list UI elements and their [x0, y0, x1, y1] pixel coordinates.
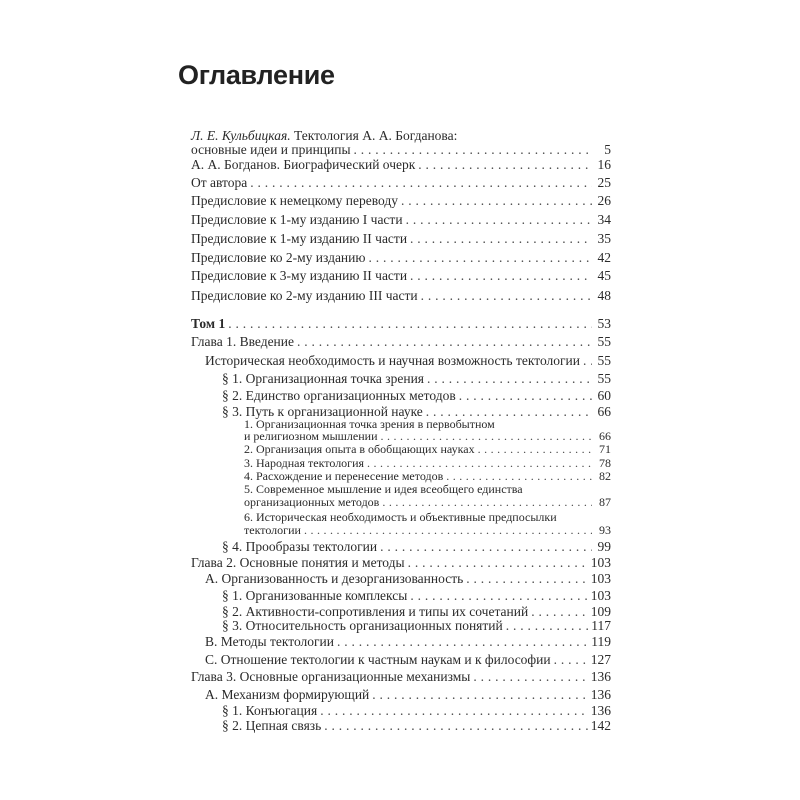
toc-entry [191, 288, 611, 304]
page-number: 78 [599, 456, 611, 470]
page-number: 87 [599, 495, 611, 509]
toc-entry-title: А. Механизм формирующий [205, 687, 370, 702]
toc-entry-text: Тектология А. А. Богданова: [290, 128, 458, 143]
toc-entry [222, 703, 611, 719]
page-number: 55 [597, 371, 611, 386]
toc-entry [205, 652, 611, 668]
toc-entry [191, 669, 611, 685]
dot-leader [368, 250, 592, 266]
toc-entry [191, 193, 611, 209]
page-number: 142 [590, 718, 611, 733]
toc-entry-title: C. Отношение тектологии к частным наукам и к философии [205, 652, 551, 667]
toc-entry [222, 718, 611, 734]
toc-entry-title: Глава 3. Основные организационные механизмы [191, 669, 471, 684]
page-number: 26 [597, 193, 611, 208]
dot-leader [410, 588, 587, 604]
toc-entry-author: Л. Е. Кульбицкая. [191, 128, 291, 143]
toc-entry-title: 2. Организация опыта в обобщающих науках [244, 442, 475, 456]
dot-leader [228, 316, 592, 332]
page-number: 55 [597, 334, 611, 349]
dot-leader [382, 496, 592, 509]
page-number: 93 [599, 523, 611, 537]
dot-leader [583, 353, 592, 369]
toc-entry-title: Предисловие к 3-му изданию II части [191, 268, 408, 283]
dot-leader [354, 142, 592, 158]
dot-leader [401, 193, 592, 209]
page-number: 103 [590, 571, 611, 586]
page-number: 66 [599, 429, 611, 443]
dot-leader [304, 524, 592, 537]
toc-entry [191, 231, 611, 247]
page-number: 34 [597, 212, 611, 227]
toc-entry-title: и религиозном мышлении [244, 429, 378, 443]
page-number: 103 [590, 588, 611, 603]
dot-leader [408, 555, 588, 571]
dot-leader [297, 334, 592, 350]
page-number: 16 [597, 157, 611, 172]
dot-leader [506, 618, 589, 634]
page-number: 119 [591, 634, 611, 649]
toc-entry-title: § 2. Активности-сопротивления и типы их сочетаний [222, 604, 529, 619]
toc-entry [191, 175, 611, 191]
toc-entry [205, 571, 611, 587]
toc-entry-title: 4. Расхождение и перенесение методов [244, 469, 444, 483]
toc-entry [222, 539, 611, 555]
toc-entry-title: § 3. Относительность организационных понятий [222, 618, 503, 633]
dot-leader [372, 687, 587, 703]
page-number: 117 [591, 618, 611, 633]
dot-leader [410, 268, 592, 284]
toc-entry [191, 212, 611, 228]
toc-entry [191, 316, 611, 332]
page-number: 71 [599, 442, 611, 456]
toc-entry-title: основные идеи и принципы [191, 142, 351, 157]
toc-entry-title: Предисловие к 1-му изданию I части [191, 212, 403, 227]
toc-entry [205, 353, 611, 369]
dot-leader [554, 652, 588, 668]
toc-entry [205, 687, 611, 703]
toc-entry-title: 1. Организационная точка зрения в первобытном [244, 417, 495, 431]
toc-entry-title: Предисловие ко 2-му изданию III части [191, 288, 418, 303]
dot-leader [406, 212, 592, 228]
page-number: 136 [590, 703, 611, 718]
dot-leader [473, 669, 587, 685]
toc-entry-title: § 1. Организационная точка зрения [222, 371, 425, 386]
page-number: 48 [597, 288, 611, 303]
toc-entry [191, 250, 611, 266]
toc-entry-title: § 2. Цепная связь [222, 718, 322, 733]
page-number: 66 [597, 404, 611, 419]
page-number: 136 [590, 687, 611, 702]
dot-leader [418, 157, 592, 173]
toc-entry-title: А. А. Богданов. Биографический очерк [191, 157, 416, 172]
toc-entry [222, 618, 611, 634]
dot-leader [337, 634, 588, 650]
dot-leader [410, 231, 592, 247]
toc-entry-title: Глава 1. Введение [191, 334, 294, 349]
toc-entry [205, 634, 611, 650]
toc-entry [191, 142, 611, 158]
toc-entry [191, 268, 611, 284]
toc-entry [244, 524, 611, 537]
toc-entry [244, 443, 611, 456]
toc-entry [244, 496, 611, 509]
dot-leader [421, 288, 592, 304]
toc-entry-title: Том 1 [191, 316, 226, 331]
page-number: 136 [590, 669, 611, 684]
toc-entry-title: B. Методы тектологии [205, 634, 335, 649]
toc-entry-title: § 1. Организованные комплексы [222, 588, 408, 603]
page-number: 99 [597, 539, 611, 554]
page-number: 127 [590, 652, 611, 667]
dot-leader [459, 388, 592, 404]
toc-entry-title: 5. Современное мышление и идея всеобщего единства [244, 482, 523, 496]
dot-leader [380, 539, 592, 555]
toc-entry [222, 388, 611, 404]
toc-entry-title: Предисловие ко 2-му изданию [191, 250, 366, 265]
toc-entry [222, 588, 611, 604]
page-number: 103 [590, 555, 611, 570]
toc-entry-title: Глава 2. Основные понятия и методы [191, 555, 405, 570]
toc-entry-title: организационных методов [244, 495, 380, 509]
page-number: 5 [604, 142, 611, 157]
page-number: 25 [597, 175, 611, 190]
page-number: 45 [597, 268, 611, 283]
toc-entry-title: Историческая необходимость и научная возможность тектологии [205, 353, 580, 368]
dot-leader [324, 718, 587, 734]
toc-entry-title: 3. Народная тектология [244, 456, 365, 470]
page-number: 60 [597, 388, 611, 403]
dot-leader [478, 443, 592, 456]
toc-entry-title: § 1. Конъюгация [222, 703, 318, 718]
dot-leader [250, 175, 592, 191]
toc-entry [191, 157, 611, 173]
toc-entry-title: тектологии [244, 523, 301, 537]
toc-entry-title: § 3. Путь к организационной науке [222, 404, 423, 419]
page-title: Оглавление [178, 60, 335, 90]
page-number: 82 [599, 469, 611, 483]
toc-entry-title: 6. Историческая необходимость и объективные предпосылки [244, 510, 557, 524]
toc-entry [222, 371, 611, 387]
toc-entry [191, 334, 611, 350]
page-number: 55 [597, 353, 611, 368]
toc-entry-title: § 2. Единство организационных методов [222, 388, 456, 403]
dot-leader [466, 571, 587, 587]
dot-leader [320, 703, 588, 719]
toc-entry [191, 555, 611, 571]
page-number: 42 [597, 250, 611, 265]
dot-leader [427, 371, 592, 387]
toc-entry-title: Предисловие к немецкому переводу [191, 193, 399, 208]
toc-entry-title: Предисловие к 1-му изданию II части [191, 231, 408, 246]
toc-entry-title: § 4. Прообразы тектологии [222, 539, 378, 554]
page-number: 109 [590, 604, 611, 619]
toc-entry-title: От автора [191, 175, 248, 190]
toc-entry-title: А. Организованность и дезорганизованность [205, 571, 464, 586]
page-number: 35 [597, 231, 611, 246]
page-number: 53 [597, 316, 611, 331]
